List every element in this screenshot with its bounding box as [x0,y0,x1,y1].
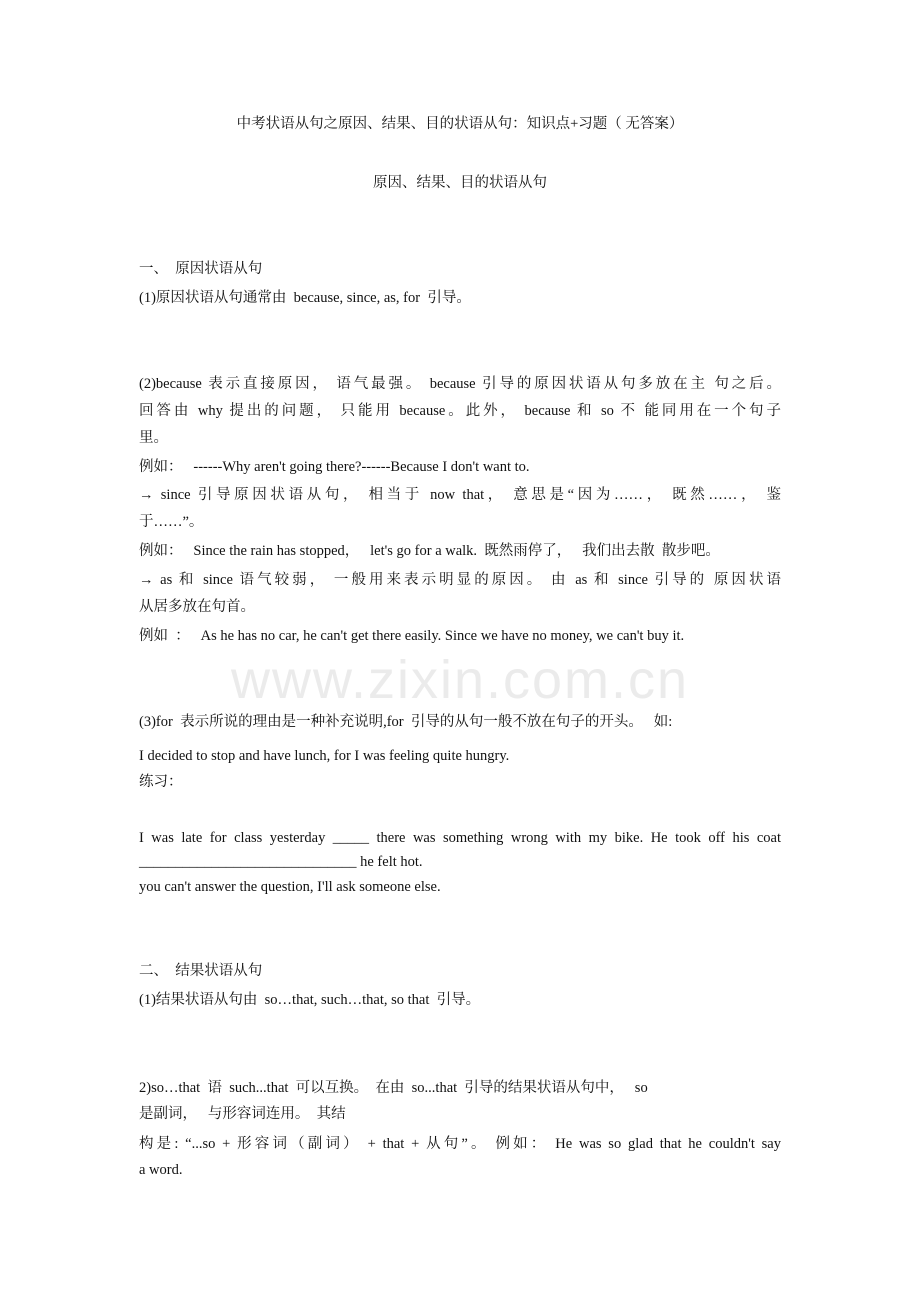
watermark: www.zixin.com.cn [230,650,690,710]
paragraph-line: 于……”。 [139,514,204,530]
example-line: 例如： ------Why aren't going there?------Because I don't want to. [139,459,530,475]
section-heading-cause: 一、 原因状语从句 [139,261,263,277]
paragraph-line: 是副词， 与形容词连用。 其结 [139,1106,346,1122]
paragraph: (1)结果状语从句由 so…that, such…that, so that 引导。 [139,992,481,1008]
paragraph-line: 里。 [139,430,168,446]
document-subtitle: 原因、结果、目的状语从句 [373,175,547,191]
practice-label: 练习： [139,774,183,790]
paragraph-line: a word. [139,1162,183,1178]
paragraph-line: (2)because 表示直接原因， 语气最强。 because 引导的原因状语从句多放在主 句之后。 [139,376,781,392]
paragraph-line: → since 引导原因状语从句， 相当于 now that， 意思是“因为……， 既然……， 鉴 [139,487,781,503]
paragraph-line: → as 和 since 语气较弱， 一般用来表示明显的原因。 由 as 和 since 引导的 原因状语 [139,572,781,588]
paragraph-line: 从居多放在句首。 [139,599,255,615]
example-line: 例如 ： As he has no car, he can't get there easily. Since we have no money, we can't buy it. [139,628,685,644]
document-title: 中考状语从句之原因、结果、目的状语从句：知识点+习题（ 无答案） [236,116,684,132]
paragraph: (3)for 表示所说的理由是一种补充说明,for 引导的从句一般不放在句子的开头。 如: [139,714,673,730]
paragraph: (1)原因状语从句通常由 because, since, as, for 引导。 [139,290,471,306]
example-line: 例如： Since the rain has stopped， let's go for a walk. 既然雨停了， 我们出去散 散步吧。 [139,543,720,559]
practice-line: ______________________________ he felt hot. [139,854,423,870]
paragraph-line: 回答由 why 提出的问题， 只能用 because。此外， because 和 so 不 能同用在一个句子 [139,403,781,419]
paragraph-line: 构是: “...so + 形容词（副词） + that + 从句”。 例如： He was so glad that he couldn't say [139,1136,781,1152]
practice-line: I was late for class yesterday _____ there was something wrong with my bike. He took off his coat [139,830,781,846]
example-line: I decided to stop and have lunch, for I was feeling quite hungry. [139,748,510,764]
section-heading-result: 二、 结果状语从句 [139,963,263,979]
paragraph-line: 2)so…that 语 such...that 可以互换。 在由 so...that 引导的结果状语从句中， so [139,1080,648,1096]
practice-line: you can't answer the question, I'll ask someone else. [139,879,441,895]
